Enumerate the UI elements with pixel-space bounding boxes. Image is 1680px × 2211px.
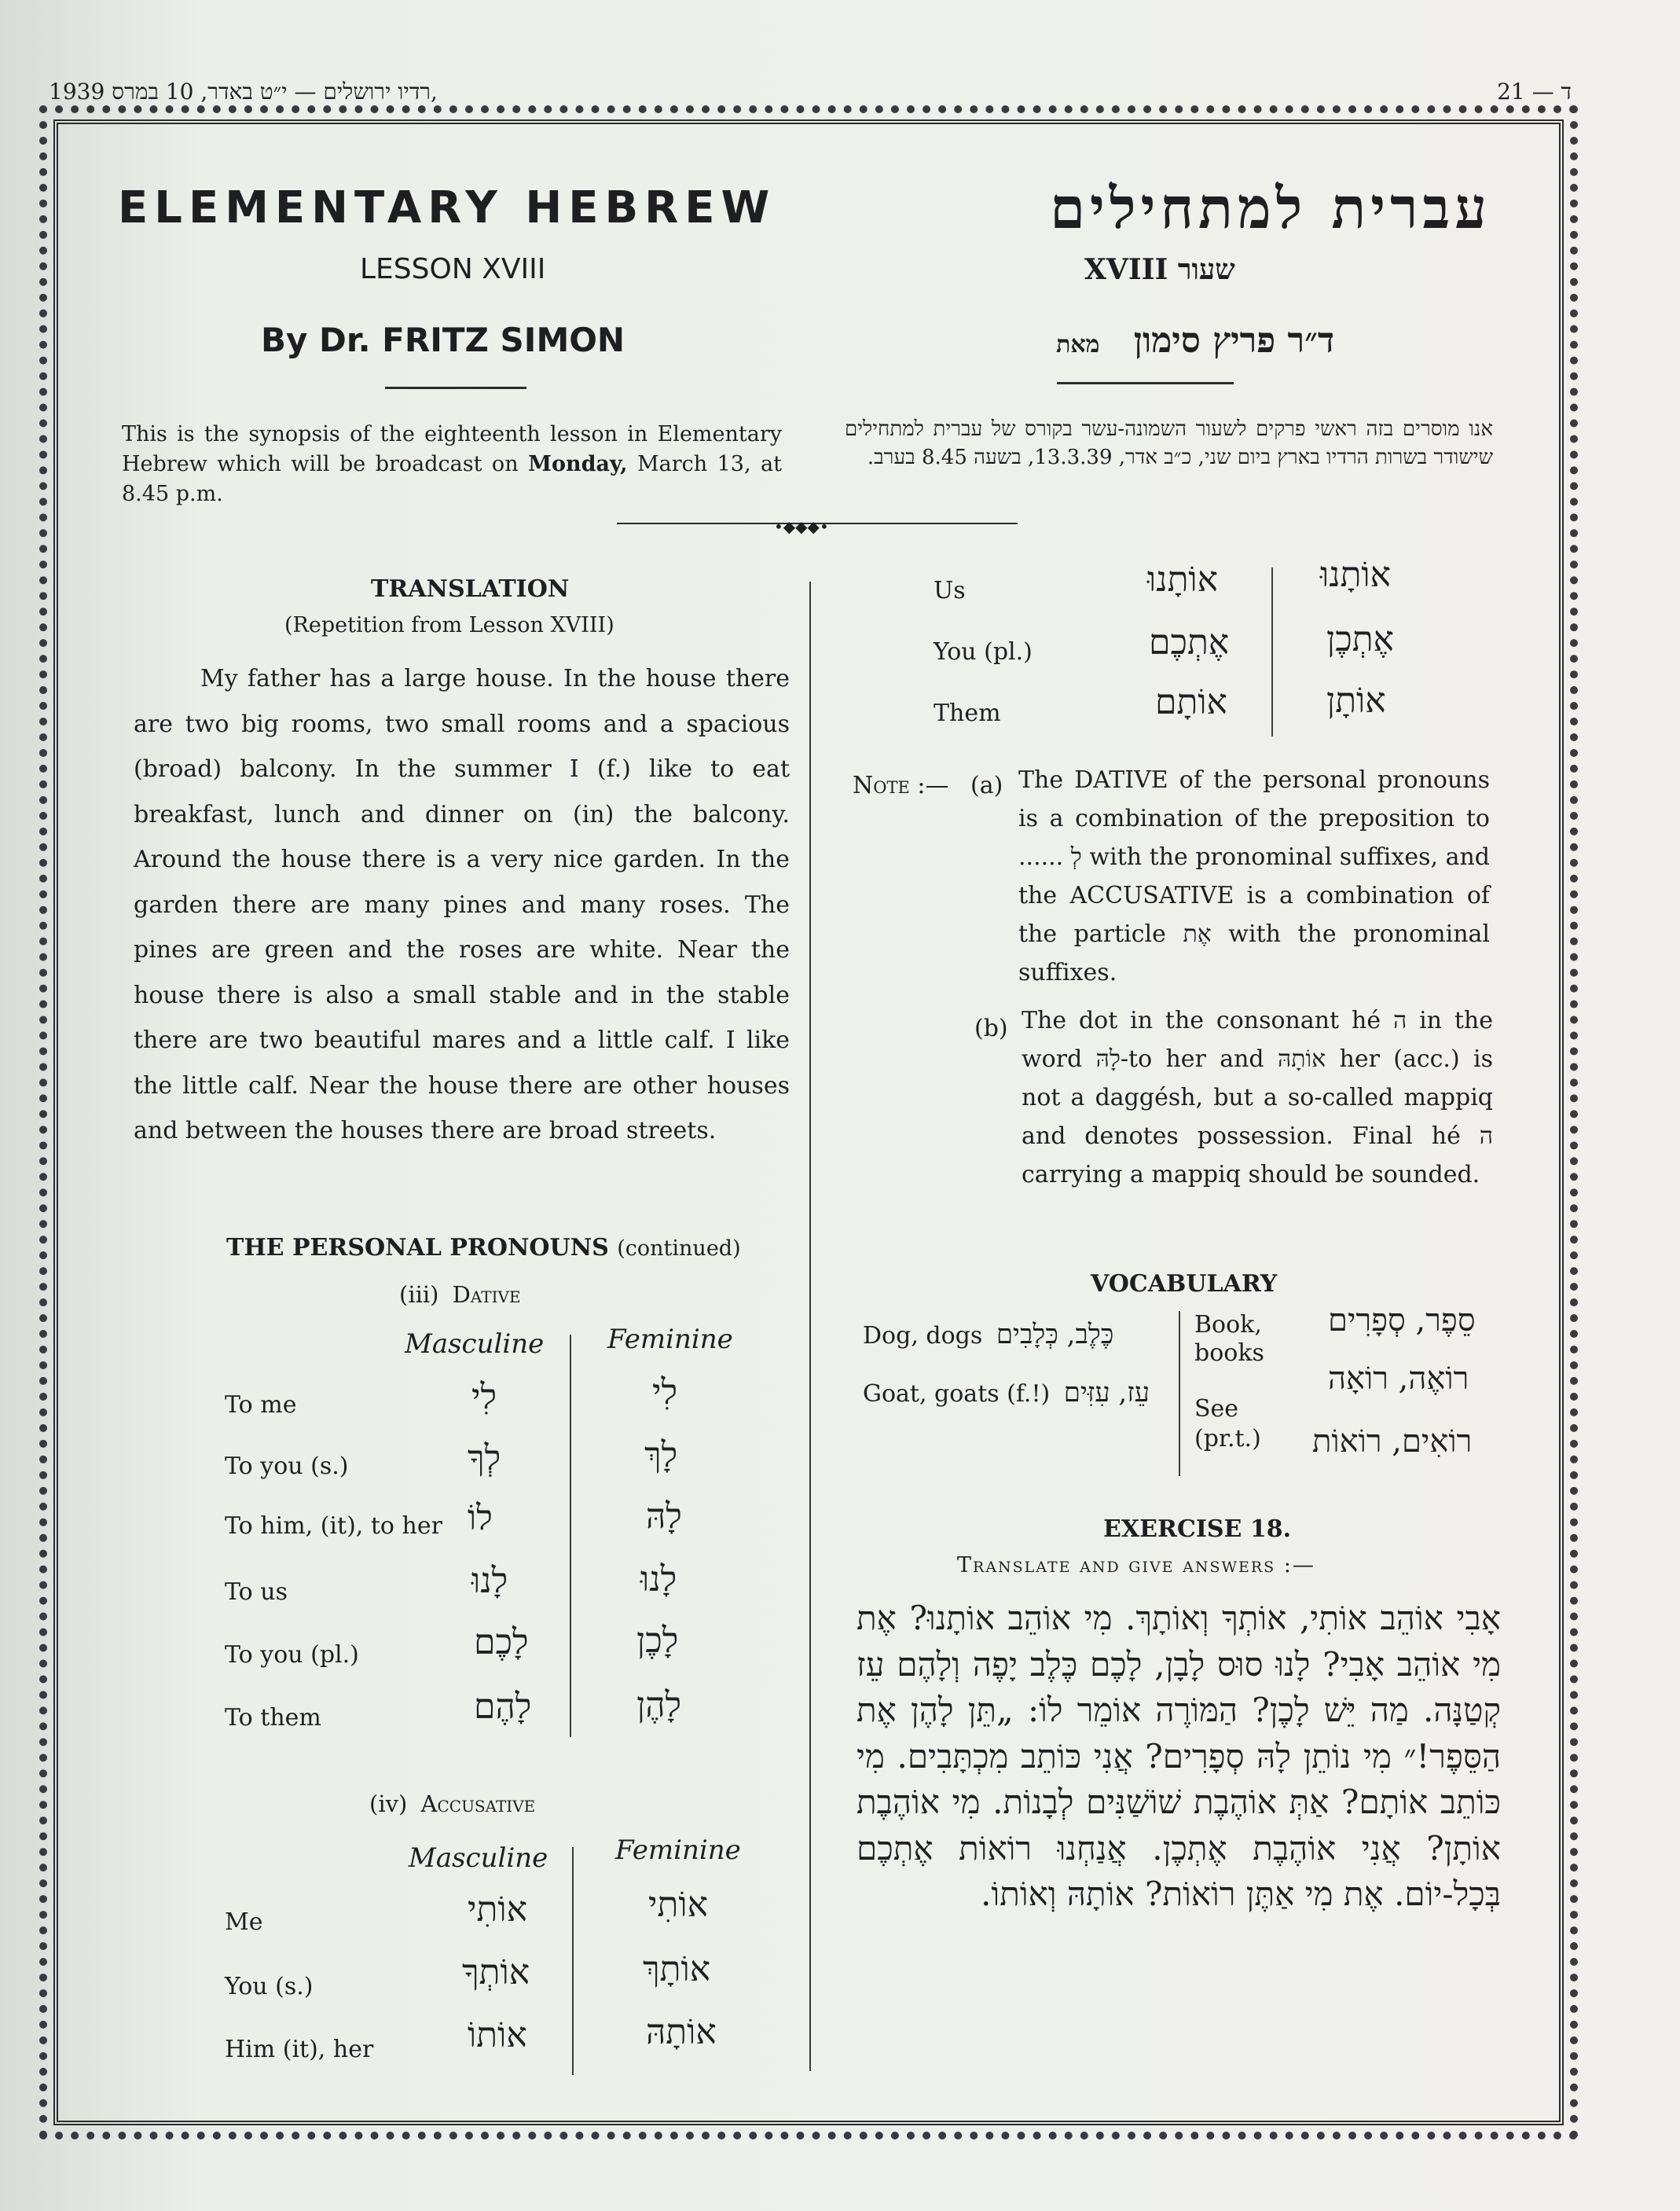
vocab-hebrew: כֶּלֶב, כְּלָבִים <box>996 1319 1114 1350</box>
vocab-right-hebrew: רוֹאִים, רוֹאוֹת <box>1312 1423 1473 1460</box>
plural-object-en: You (pl.) <box>934 638 1033 666</box>
synopsis-hebrew: אנו מוסרים בזה ראשי פרקים לשעור השמונה-עשר בקורס של עברית למתחילים שישודר בשרות הרדיו בארץ ביום שני, כ״ב אדר, 13.3.39, בשעה 8.45 בערב. <box>845 417 1493 469</box>
accusative-heading <box>369 1790 535 1817</box>
dative-col-masculine: Masculine <box>405 1328 545 1360</box>
accusative-row-en: Him (it), her <box>225 2036 374 2063</box>
vocab-left-item <box>863 1377 1150 1409</box>
dative-col-divider <box>570 1335 571 1737</box>
running-header-right: ד — 21 <box>1497 79 1572 105</box>
plural-object-masc: אֶתְכֶם <box>1149 623 1230 663</box>
dative-row-masc: לוֹ <box>468 1498 493 1538</box>
dative-row-fem: לָכֶן <box>636 1621 679 1661</box>
dative-row-fem: לָהֶן <box>636 1685 682 1725</box>
accusative-number: (iv) <box>369 1790 408 1817</box>
dative-row-en: To you (pl.) <box>225 1641 359 1669</box>
pronouns-heading-continued: (continued) <box>617 1236 741 1261</box>
pronouns-heading-text: THE PERSONAL PRONOUNS <box>226 1234 609 1262</box>
vocab-right-hebrew: רוֹאֶה, רוֹאָה <box>1328 1361 1469 1397</box>
title-english: ELEMENTARY HEBREW <box>118 182 776 233</box>
dative-row-en: To them <box>225 1704 321 1732</box>
plural-object-en: Us <box>934 577 966 604</box>
vocab-right-english: Book, books <box>1194 1311 1264 1367</box>
lesson-number-english: LESSON XVIII <box>360 253 546 285</box>
vocab-english: Dog, dogs <box>863 1322 983 1350</box>
running-header-left: 1939 רדיו ירושלים — י״ט באדר, 10 במרס, <box>49 79 438 105</box>
vocab-english: Goat, goats (f.!) <box>863 1380 1051 1408</box>
plural-objects-divider <box>1271 567 1273 736</box>
accusative-col-masculine: Masculine <box>409 1842 548 1874</box>
dative-row-fem: לָהּ <box>646 1497 682 1537</box>
exercise-text: אָבִי אוֹהֵב אוֹתִי, אוֹתְךָ וְאוֹתָךְ. מִי אוֹהֵב אוֹתָנוּ? אֶת מִי אוֹהֵב אָבִי? לָנוּ סוּס לָבָן, לָכֶם כֶּלֶב יָפֶה וְלָהֶם עֵז קְטַנָּה. מַה יֵּשׁ לָכֶן? הַמּוֹרֶה אוֹמֵר לוֹ: „תֵּן לָהֶן אֶת הַסֵּפֶר!״ מִי נוֹתֵן לָהּ סְפָרִים? אֲנִי כּוֹתֵב מִכְתָּבִים. מִי כּוֹתֵב אוֹתָם? אַתְּ אוֹהֶבֶת שׁוֹשַׁנִּים לְבָנוֹת. מִי אוֹהֶבֶת אוֹתָן? אֲנִי אוֹהֶבֶת אֶתְכֶן. אֲנַחְנוּ רוֹאוֹת אֶתְכֶם בְּכָל-יוֹם. אֶת מִי אַתֶּן רוֹאוֹת? אוֹתָהּ וְאוֹתוֹ. <box>857 1599 1501 1913</box>
dative-row-en: To him, (it), to her <box>225 1512 442 1540</box>
dative-heading <box>399 1281 521 1308</box>
note-b-label: (b) <box>974 1015 1008 1042</box>
plural-object-masc: אוֹתָנוּ <box>1147 560 1219 600</box>
dative-row-fem: לָנוּ <box>640 1559 677 1599</box>
accusative-row-fem: אוֹתִי <box>648 1885 709 1925</box>
translation-body: My father has a large house. In the house there are two big rooms, two small rooms and a spacious (broad) balcony. In the summer I (f.) like to eat breakfast, lunch and dinner on (in) the balcony. Around the house there is a very nice garden. In the garden there are many pines and many roses. The pines are green and the roses are white. Near the house there is also a small stable and in the stable there are two beautiful mares and a little calf. I like the little calf. Near the house there are other houses and between the houses there are broad streets. <box>134 665 790 1144</box>
accusative-row-masc: אוֹתְךָ <box>462 1952 530 1992</box>
accusative-col-divider <box>572 1847 574 2075</box>
author-rule-left <box>385 387 526 389</box>
vocabulary-divider <box>1179 1311 1180 1476</box>
column-divider <box>809 582 811 2071</box>
dative-row-masc: לָכֶם <box>474 1622 529 1662</box>
plural-object-fem: אֶתְכֶן <box>1326 619 1394 659</box>
pronouns-heading <box>226 1234 741 1262</box>
dative-row-en: To you (s.) <box>225 1453 349 1480</box>
plural-object-en: Them <box>934 700 1001 727</box>
vocab-hebrew: עֵז, עִזִּים <box>1063 1377 1150 1409</box>
note-b-text: The dot in the consonant hé ה in the word לָהּ-to her and אוֹתָהּ her (acc.) is not a daggésh, but a so-called mappiq and denotes possession. Final hé ה carrying a mappiq should be sounded. <box>1022 1007 1493 1188</box>
dative-row-en: To me <box>225 1391 297 1419</box>
plural-object-fem: אוֹתָן <box>1326 681 1386 721</box>
plural-object-masc: אוֹתָם <box>1155 682 1227 722</box>
synopsis-english-time: March 13, at 8.45 p.m. <box>122 452 783 506</box>
dative-row-masc: לְךָ <box>468 1438 501 1478</box>
plural-object-fem: אוֹתָנוּ <box>1320 555 1392 595</box>
accusative-row-fem: אוֹתָהּ <box>646 2012 717 2052</box>
dative-row-fem: לִי <box>652 1372 678 1412</box>
author-hebrew-name: ד״ר פריץ סימון <box>1133 321 1334 361</box>
lesson-number-hebrew: שעור XVIII <box>1084 253 1235 286</box>
exercise-heading: EXERCISE 18. <box>1103 1515 1292 1543</box>
dative-row-masc: לָהֶם <box>474 1687 532 1727</box>
note-a-text: The DATIVE of the personal pronouns is a combination of the preposition to ...... לְ with the pronominal suffixes, and the ACCUSATIVE is a combination of the particle אֶת with the pronominal suffixes. <box>1018 766 1490 986</box>
exercise-instructions: Translate and give answers :— <box>957 1553 1315 1577</box>
accusative-row-en: You (s.) <box>225 1973 314 2000</box>
author-hebrew-prefix: מאת <box>1056 331 1100 358</box>
synopsis-english <box>122 420 782 509</box>
synopsis-english-day: Monday, <box>528 452 628 476</box>
vocabulary-heading: VOCABULARY <box>1091 1270 1278 1298</box>
translation-subtitle: (Repetition from Lesson XVIII) <box>284 613 614 637</box>
note-label: Note :— <box>853 772 949 799</box>
vocab-left-item <box>863 1319 1113 1350</box>
accusative-row-fem: אוֹתָךְ <box>643 1949 711 1989</box>
note-a-label: (a) <box>970 772 1003 799</box>
synopsis-english-text: This is the synopsis of the eighteenth lesson in Elementary Hebrew which will be broadcast on <box>122 422 782 476</box>
accusative-col-feminine: Feminine <box>615 1835 741 1866</box>
dative-col-feminine: Feminine <box>607 1324 733 1355</box>
dative-row-fem: לָךְ <box>644 1435 678 1475</box>
translation-heading: TRANSLATION <box>371 575 570 603</box>
author-rule-right <box>1057 382 1234 384</box>
accusative-row-en: Me <box>225 1908 263 1936</box>
accusative-row-masc: אוֹתוֹ <box>468 2015 527 2055</box>
accusative-row-masc: אוֹתִי <box>468 1890 528 1930</box>
dative-row-masc: לִי <box>471 1377 497 1417</box>
vocab-right-english: See (pr.t.) <box>1194 1395 1261 1453</box>
ornament-dots: •◆◆◆• <box>774 517 829 536</box>
author-hebrew <box>1056 321 1334 361</box>
dative-number: (iii) <box>399 1281 439 1308</box>
dative-row-masc: לָנוּ <box>471 1561 508 1601</box>
title-hebrew: עברית למתחילים <box>1050 174 1491 241</box>
author-english: By Dr. FRITZ SIMON <box>261 321 625 359</box>
accusative-title: Accusative <box>420 1790 536 1817</box>
dative-title: Dative <box>452 1281 521 1308</box>
dative-row-en: To us <box>225 1578 288 1606</box>
vocab-right-hebrew: סֵפֶר, סְפָרִים <box>1328 1302 1476 1339</box>
